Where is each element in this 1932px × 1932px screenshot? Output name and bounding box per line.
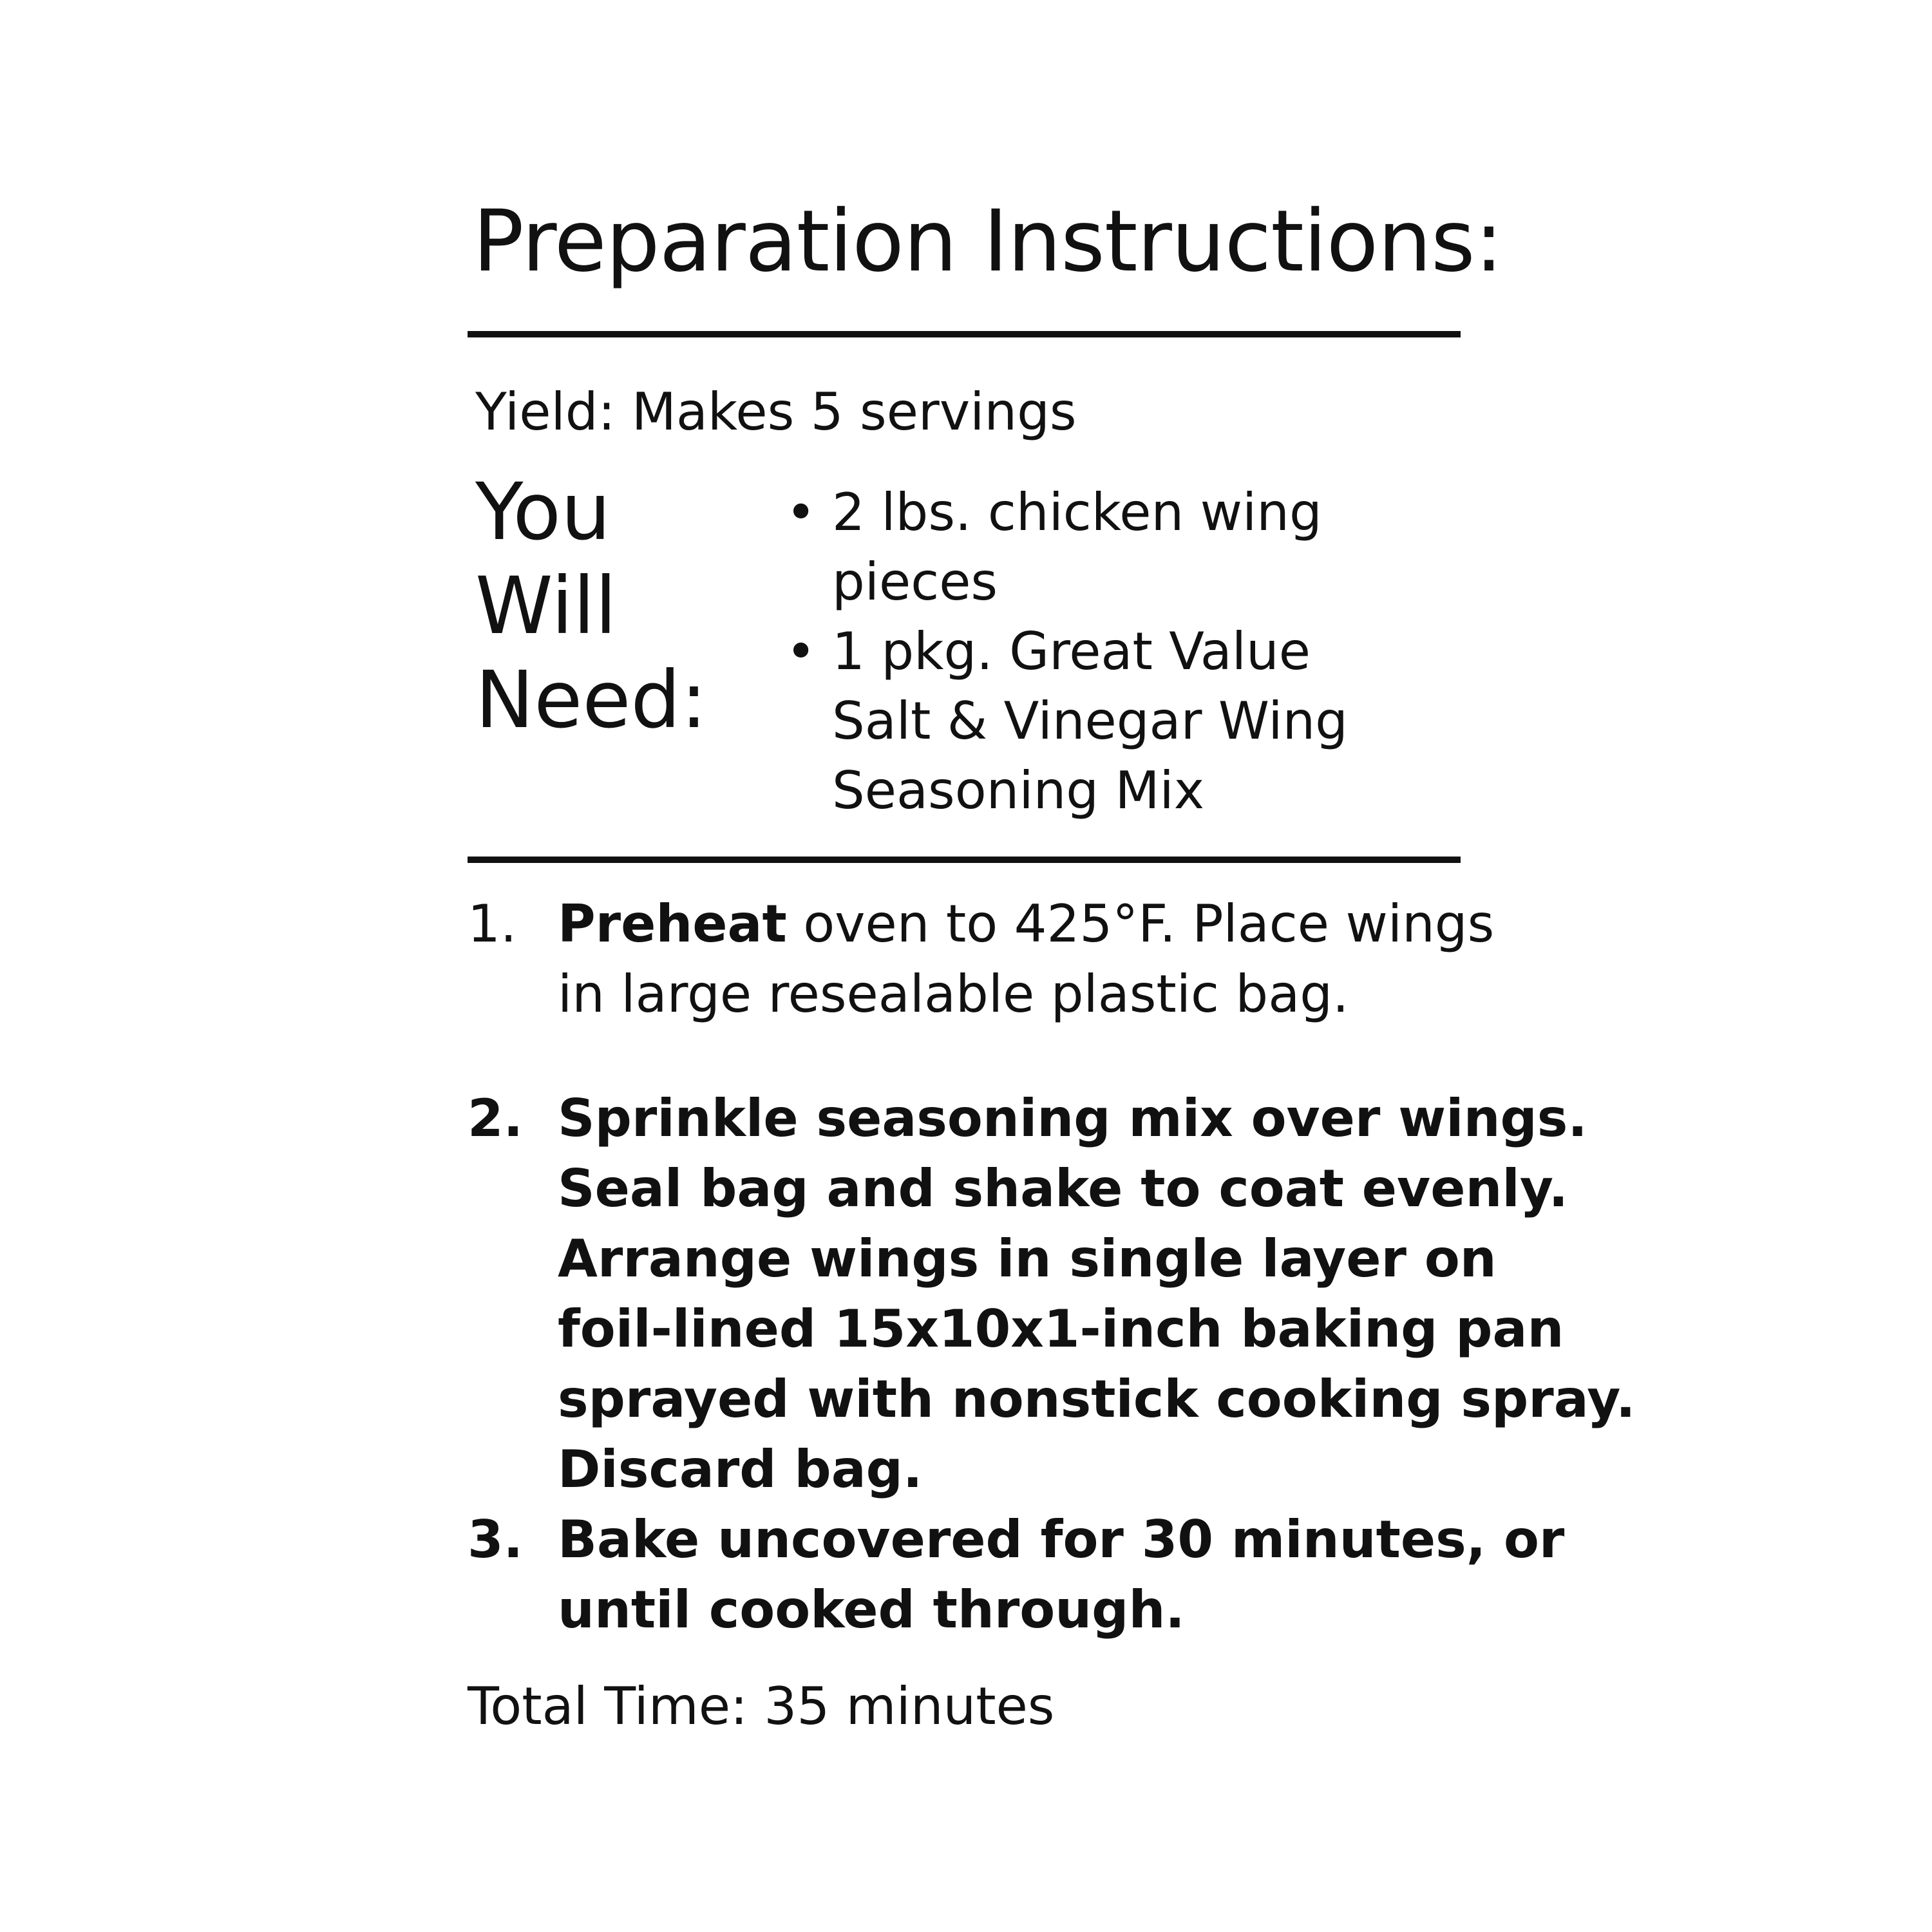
step-text: Arrange wings in single layer on	[558, 1229, 1497, 1289]
step-item	[468, 1504, 1635, 1645]
step-item	[468, 889, 1635, 1029]
heading-line: Will	[475, 560, 617, 652]
you-will-need-heading	[475, 465, 707, 747]
title-divider	[468, 331, 1461, 337]
ingredients-divider	[468, 857, 1461, 863]
bullet-glyph: •	[786, 482, 817, 542]
ingredient-line: Seasoning Mix	[832, 761, 1205, 820]
step-number: 2.	[468, 1088, 524, 1148]
step-keyword: Sprinkle	[558, 1088, 799, 1148]
ingredient-item	[786, 617, 1348, 826]
step-first-line	[558, 889, 1635, 959]
page-title: Preparation Instructions:	[473, 192, 1503, 291]
ingredient-item	[786, 478, 1348, 617]
yield-text: Yield: Makes 5 servings	[475, 382, 1077, 442]
ingredient-line: 1 pkg. Great Value	[832, 621, 1311, 681]
heading-line: Need:	[475, 654, 707, 746]
bullet-glyph: •	[786, 621, 817, 681]
step-text: Discard bag.	[558, 1439, 923, 1499]
step-text: Seal bag and shake to coat evenly.	[558, 1159, 1569, 1218]
ingredient-line: Salt & Vinegar Wing	[832, 691, 1348, 751]
step-first-line	[558, 1504, 1635, 1575]
step-text: oven to 425°F. Place wings	[786, 894, 1495, 954]
step-keyword: Preheat	[558, 894, 787, 954]
heading-line: You	[475, 466, 611, 558]
ingredient-line: pieces	[832, 552, 998, 612]
step-text: until cooked through.	[558, 1580, 1185, 1640]
step-first-line	[558, 1083, 1635, 1153]
step-number: 1.	[468, 894, 517, 954]
ingredient-list	[786, 478, 1348, 826]
step-number: 3.	[468, 1510, 524, 1569]
step-item	[468, 1083, 1635, 1504]
step-text: sprayed with nonstick cooking spray.	[558, 1369, 1636, 1429]
ingredient-line: 2 lbs. chicken wing	[832, 482, 1322, 542]
total-time: Total Time: 35 minutes	[468, 1676, 1055, 1736]
step-keyword: Bake	[558, 1510, 700, 1569]
step-list	[468, 889, 1635, 1645]
step-text: foil-lined 15x10x1-inch baking pan	[558, 1299, 1564, 1359]
step-text: uncovered for 30 minutes, or	[699, 1510, 1565, 1569]
step-text: in large resealable plastic bag.	[558, 964, 1349, 1024]
step-text: seasoning mix over wings.	[798, 1088, 1587, 1148]
